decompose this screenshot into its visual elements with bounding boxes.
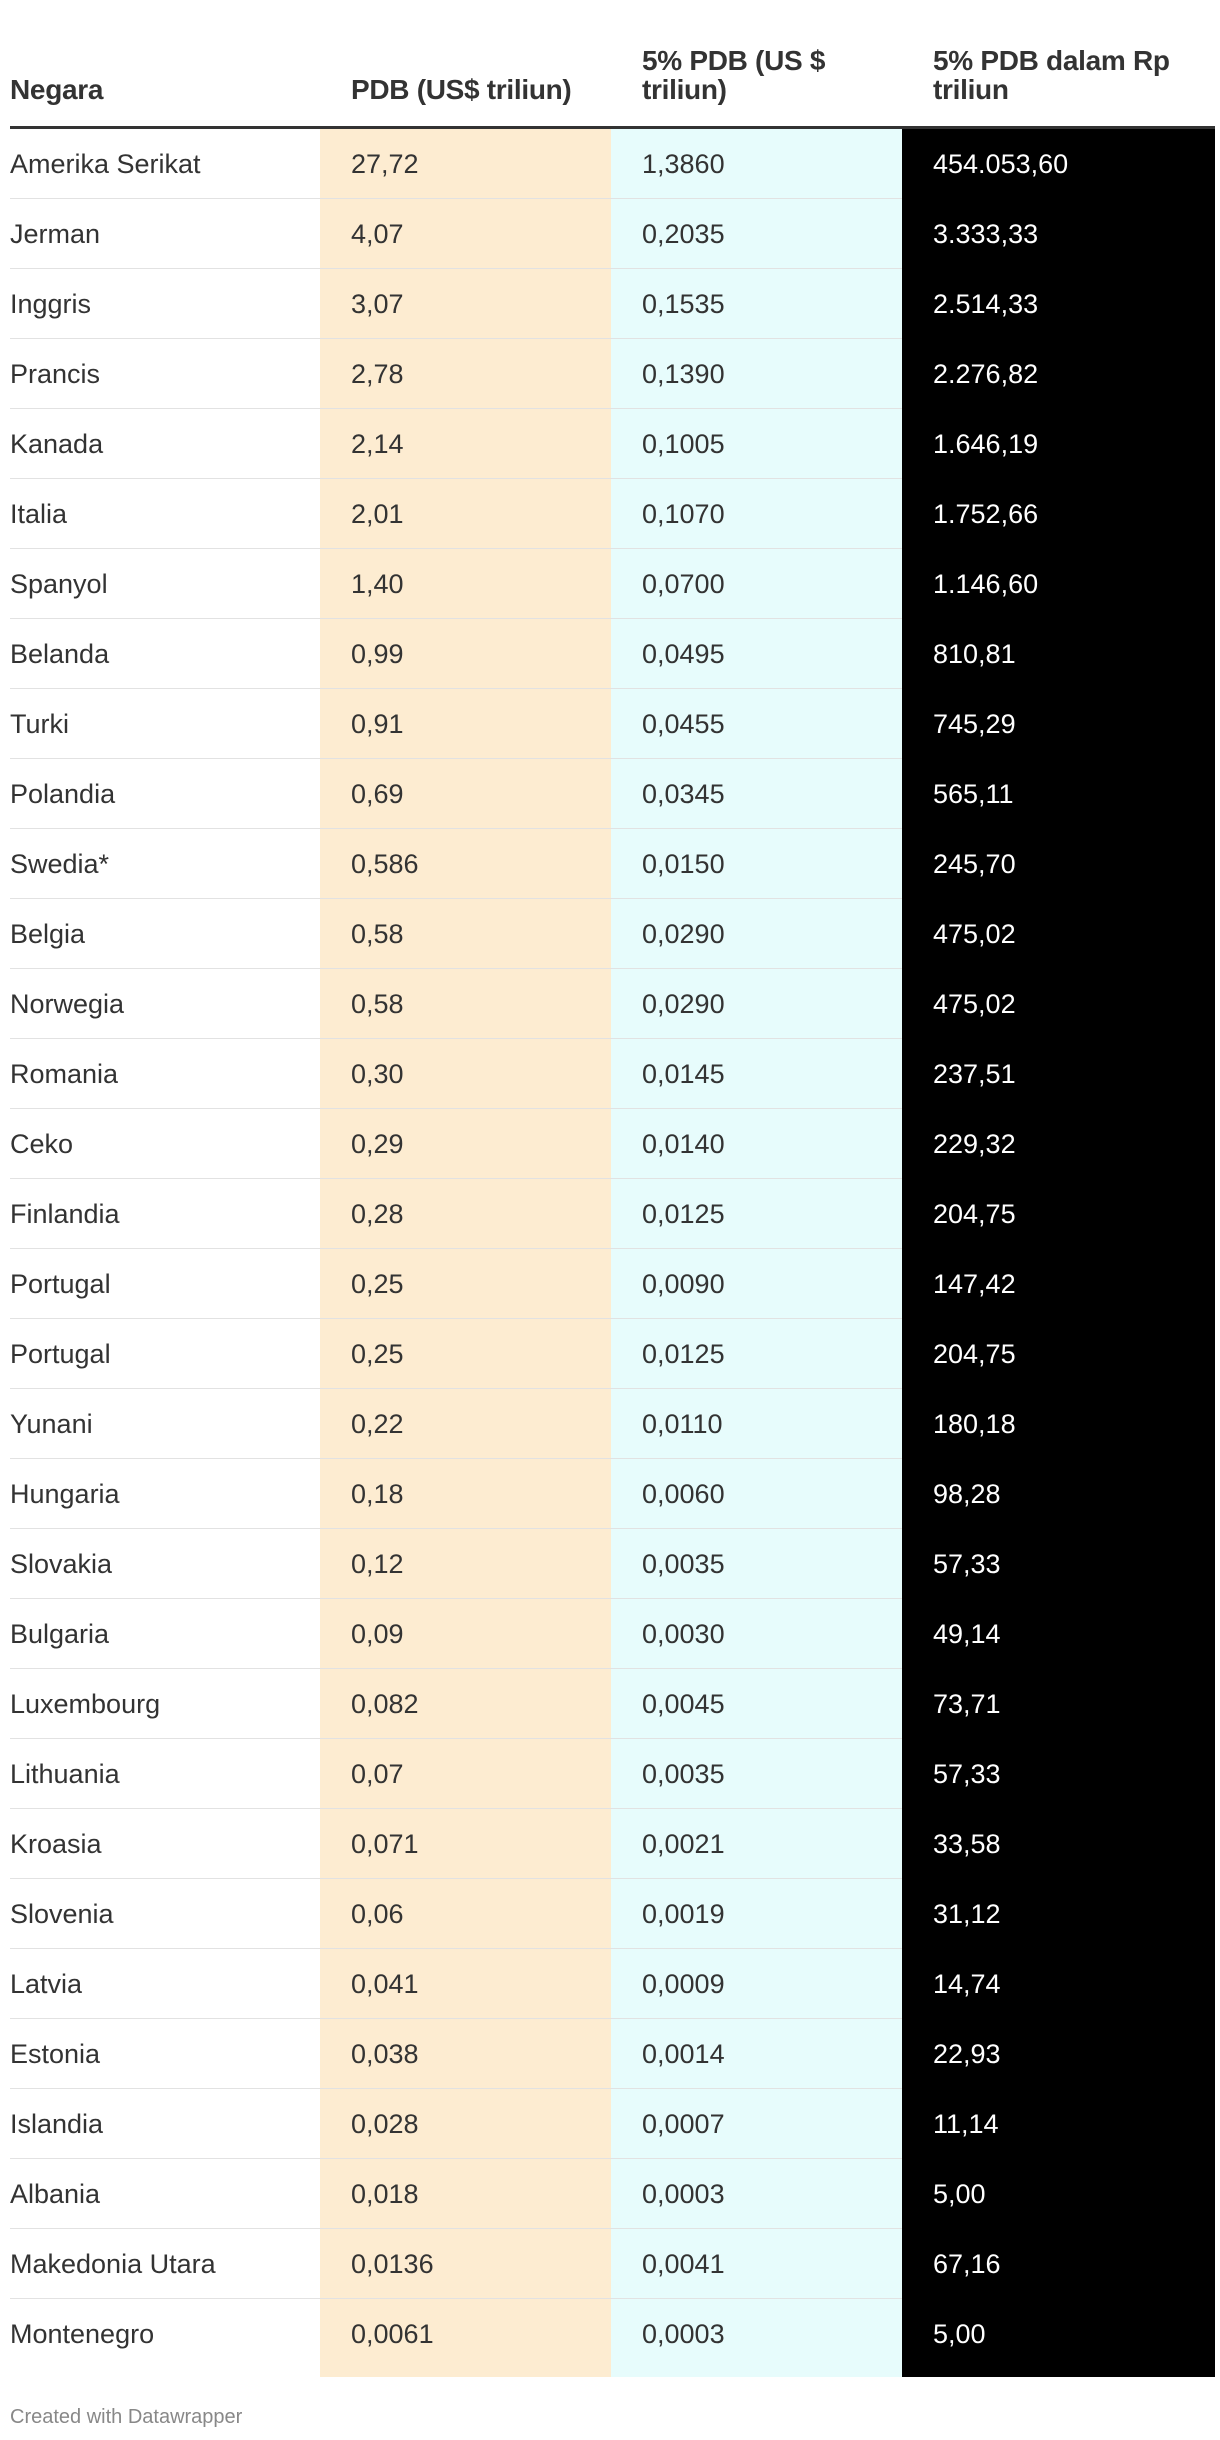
table-row	[10, 829, 1215, 899]
country-cell: Bulgaria	[10, 1619, 110, 1649]
pdb5-cell: 0,1070	[642, 499, 725, 529]
pdb-rupiah-cell: 11,14	[933, 2109, 999, 2139]
pdb-rupiah-cell: 810,81	[933, 639, 1016, 669]
pdb-cell: 0,58	[351, 989, 404, 1019]
table-row	[10, 1669, 1215, 1739]
table-row	[10, 2019, 1215, 2089]
pdb-cell: 0,018	[351, 2179, 419, 2209]
table-row	[10, 1039, 1215, 1109]
table-row	[10, 1879, 1215, 1949]
pdb-rupiah-cell: 245,70	[933, 849, 1016, 879]
table-row	[10, 1249, 1215, 1319]
table-row	[10, 339, 1215, 409]
country-cell: Estonia	[10, 2039, 101, 2069]
pdb5-cell: 0,1535	[642, 289, 725, 319]
pdb5-cell: 0,0014	[642, 2039, 725, 2069]
pdb5-cell: 0,0045	[642, 1689, 725, 1719]
pdb-rupiah-cell: 229,32	[933, 1129, 1016, 1159]
country-cell: Polandia	[10, 779, 116, 809]
country-cell: Ceko	[10, 1129, 74, 1159]
country-cell: Finlandia	[10, 1199, 120, 1229]
country-cell: Slovakia	[10, 1549, 113, 1579]
pdb-cell: 0,58	[351, 919, 404, 949]
country-cell: Islandia	[10, 2109, 104, 2139]
table-row	[10, 1179, 1215, 1249]
pdb-rupiah-cell: 14,74	[933, 1969, 1001, 1999]
pdb5-cell: 0,0003	[642, 2179, 725, 2209]
pdb-rupiah-cell: 1.752,66	[933, 499, 1039, 529]
pdb5-cell: 0,1005	[642, 429, 725, 459]
pdb5-cell: 0,0110	[642, 1409, 723, 1439]
table-row	[10, 1459, 1215, 1529]
country-cell: Norwegia	[10, 989, 125, 1019]
pdb-rupiah-cell: 2.276,82	[933, 359, 1039, 389]
country-cell: Lithuania	[10, 1759, 120, 1789]
pdb-rupiah-cell: 67,16	[933, 2249, 1001, 2279]
table-row	[10, 619, 1215, 689]
pdb5-cell: 0,0125	[642, 1199, 725, 1229]
pdb5-cell: 0,0021	[642, 1829, 725, 1859]
pdb-rupiah-cell: 454.053,60	[933, 149, 1069, 179]
pdb-cell: 0,082	[351, 1689, 419, 1719]
pdb-rupiah-cell: 22,93	[933, 2039, 1001, 2069]
country-cell: Albania	[10, 2179, 101, 2209]
pdb-cell: 0,07	[351, 1759, 404, 1789]
pdb-rupiah-cell: 475,02	[933, 989, 1016, 1019]
pdb5-cell: 0,0125	[642, 1339, 725, 1369]
country-cell: Yunani	[10, 1409, 93, 1439]
pdb-cell: 2,14	[351, 429, 404, 459]
pdb-cell: 0,28	[351, 1199, 404, 1229]
pdb-rupiah-cell: 49,14	[933, 1619, 1001, 1649]
pdb-cell: 0,041	[351, 1969, 419, 1999]
pdb-cell: 0,0061	[351, 2319, 434, 2349]
pdb5-cell: 0,0003	[642, 2319, 725, 2349]
header-pdb-rupiah[interactable]: 5% PDB dalam Rp triliun	[933, 45, 1170, 105]
pdb-cell: 0,30	[351, 1059, 404, 1089]
country-cell: Swedia*	[10, 849, 110, 879]
table-row	[10, 479, 1215, 549]
pdb-rupiah-cell: 57,33	[933, 1759, 1001, 1789]
pdb5-cell: 0,2035	[642, 219, 725, 249]
table-row	[10, 1529, 1215, 1599]
pdb-cell: 0,071	[351, 1829, 419, 1859]
table-row	[10, 1809, 1215, 1879]
pdb5-cell: 0,0041	[642, 2249, 725, 2279]
pdb-cell: 0,25	[351, 1269, 404, 1299]
table-row	[10, 1949, 1215, 2019]
table-row	[10, 129, 1215, 199]
pdb5-cell: 0,0290	[642, 989, 725, 1019]
country-cell: Italia	[10, 499, 68, 529]
pdb5-cell: 0,0035	[642, 1549, 725, 1579]
pdb5-cell: 0,0145	[642, 1059, 725, 1089]
pdb-rupiah-cell: 237,51	[933, 1059, 1016, 1089]
header-negara[interactable]: Negara	[10, 74, 104, 105]
pdb-rupiah-cell: 475,02	[933, 919, 1016, 949]
pdb-cell: 0,0136	[351, 2249, 434, 2279]
country-cell: Prancis	[10, 359, 101, 389]
country-cell: Kroasia	[10, 1829, 102, 1859]
pdb-cell: 0,038	[351, 2039, 419, 2069]
table-row	[10, 549, 1215, 619]
country-cell: Montenegro	[10, 2319, 155, 2349]
pdb-rupiah-cell: 745,29	[933, 709, 1016, 739]
pdb-rupiah-cell: 1.646,19	[933, 429, 1039, 459]
pdb-cell: 1,40	[351, 569, 404, 599]
pdb5-cell: 0,0090	[642, 1269, 725, 1299]
table-row	[10, 1319, 1215, 1389]
country-cell: Portugal	[10, 1269, 111, 1299]
country-cell: Kanada	[10, 429, 104, 459]
pdb5-cell: 0,0019	[642, 1899, 725, 1929]
table-row	[10, 1739, 1215, 1809]
pdb-rupiah-cell: 31,12	[933, 1899, 1001, 1929]
country-cell: Jerman	[10, 219, 101, 249]
table-row	[10, 899, 1215, 969]
pdb5-cell: 0,0345	[642, 779, 725, 809]
pdb-rupiah-cell: 180,18	[933, 1409, 1016, 1439]
pdb-rupiah-cell: 5,00	[933, 2179, 986, 2209]
pdb5-cell: 0,0140	[642, 1129, 725, 1159]
pdb5-cell: 0,0030	[642, 1619, 725, 1649]
country-cell: Luxembourg	[10, 1689, 161, 1719]
pdb-cell: 0,028	[351, 2109, 419, 2139]
country-cell: Turki	[10, 709, 69, 739]
table-header	[10, 0, 1215, 129]
country-cell: Slovenia	[10, 1899, 114, 1929]
table-row	[10, 269, 1215, 339]
country-cell: Romania	[10, 1059, 119, 1089]
pdb-rupiah-cell: 2.514,33	[933, 289, 1039, 319]
pdb-rupiah-cell: 5,00	[933, 2319, 986, 2349]
pdb-cell: 0,586	[351, 849, 419, 879]
pdb-cell: 4,07	[351, 219, 404, 249]
pdb-cell: 0,91	[351, 709, 404, 739]
pdb-rupiah-cell: 73,71	[933, 1689, 1001, 1719]
country-cell: Latvia	[10, 1969, 83, 1999]
pdb-rupiah-cell: 147,42	[933, 1269, 1016, 1299]
pdb-cell: 0,25	[351, 1339, 404, 1369]
pdb-rupiah-cell: 98,28	[933, 1479, 1001, 1509]
table-row	[10, 689, 1215, 759]
pdb-cell: 0,22	[351, 1409, 404, 1439]
pdb5-cell: 0,0009	[642, 1969, 725, 1999]
pdb5-cell: 0,1390	[642, 359, 725, 389]
pdb-cell: 0,12	[351, 1549, 404, 1579]
pdb-cell: 27,72	[351, 149, 419, 179]
pdb5-cell: 0,0455	[642, 709, 725, 739]
pdb5-cell: 1,3860	[642, 149, 725, 179]
pdb-cell: 0,09	[351, 1619, 404, 1649]
pdb-rupiah-cell: 565,11	[933, 779, 1014, 809]
country-cell: Amerika Serikat	[10, 149, 201, 179]
header-pdb-5-percent[interactable]: 5% PDB (US $ triliun)	[642, 45, 826, 105]
pdb5-cell: 0,0060	[642, 1479, 725, 1509]
table-row	[10, 2229, 1215, 2299]
table-row	[10, 1389, 1215, 1459]
country-cell: Makedonia Utara	[10, 2249, 216, 2279]
table-row	[10, 1599, 1215, 1669]
country-cell: Inggris	[10, 289, 92, 319]
country-cell: Portugal	[10, 1339, 111, 1369]
pdb-cell: 0,06	[351, 1899, 404, 1929]
pdb-rupiah-cell: 33,58	[933, 1829, 1001, 1859]
country-cell: Hungaria	[10, 1479, 120, 1509]
country-cell: Belgia	[10, 919, 86, 949]
table-row	[10, 2159, 1215, 2229]
datawrapper-credit[interactable]: Created with Datawrapper	[10, 2406, 243, 2428]
table-row	[10, 1109, 1215, 1179]
table-row	[10, 199, 1215, 269]
table-row	[10, 2089, 1215, 2159]
pdb-cell: 0,99	[351, 639, 404, 669]
pdb5-cell: 0,0150	[642, 849, 725, 879]
table-row	[10, 2299, 1215, 2369]
pdb5-cell: 0,0290	[642, 919, 725, 949]
pdb-rupiah-cell: 204,75	[933, 1339, 1016, 1369]
table-row	[10, 969, 1215, 1039]
pdb5-cell: 0,0035	[642, 1759, 725, 1789]
table-body	[10, 129, 1215, 2369]
pdb-cell: 2,78	[351, 359, 404, 389]
pdb-rupiah-cell: 1.146,60	[933, 569, 1039, 599]
country-cell: Belanda	[10, 639, 110, 669]
pdb-cell: 2,01	[351, 499, 404, 529]
pdb-cell: 0,29	[351, 1129, 404, 1159]
country-cell: Spanyol	[10, 569, 108, 599]
pdb-rupiah-cell: 57,33	[933, 1549, 1001, 1579]
pdb-cell: 0,69	[351, 779, 404, 809]
table-row	[10, 409, 1215, 479]
pdb-cell: 3,07	[351, 289, 404, 319]
pdb5-cell: 0,0700	[642, 569, 725, 599]
pdb-rupiah-cell: 204,75	[933, 1199, 1016, 1229]
pdb5-cell: 0,0007	[642, 2109, 725, 2139]
pdb-rupiah-cell: 3.333,33	[933, 219, 1039, 249]
header-pdb[interactable]: PDB (US$ triliun)	[351, 74, 572, 105]
table-row	[10, 759, 1215, 829]
pdb-cell: 0,18	[351, 1479, 404, 1509]
pdb5-cell: 0,0495	[642, 639, 725, 669]
